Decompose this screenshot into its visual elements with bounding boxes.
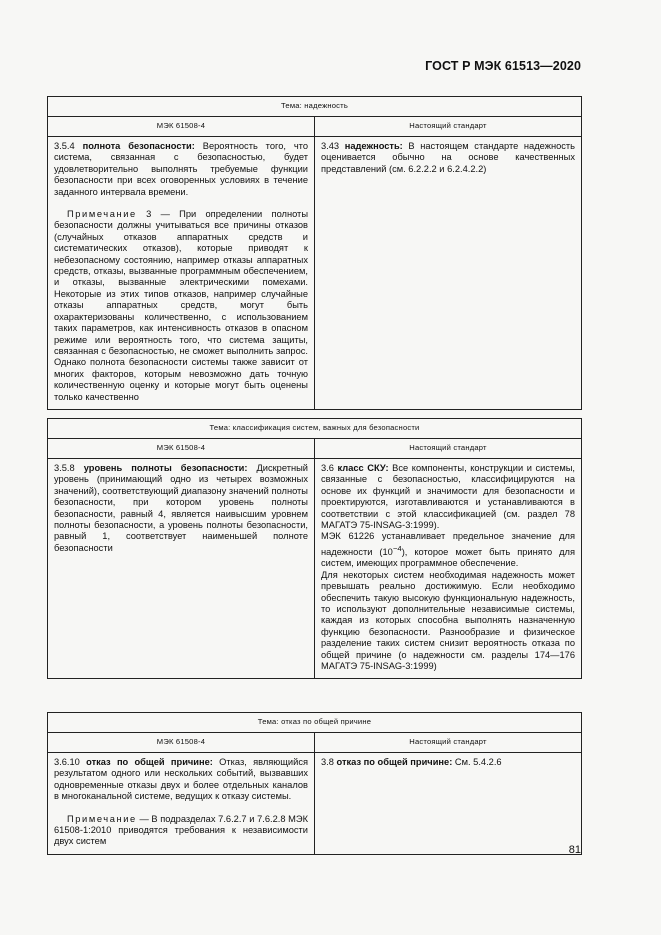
right-definition-cell [315,753,582,855]
right-definition [321,463,575,531]
term-name: уровень полноты безопасности: [83,463,248,473]
term-name: полнота безопасности: [82,141,195,151]
paragraph-text: МЭК 61226 устанавливает предельное значение для надежности (10 [321,531,575,557]
right-paragraph-limit [321,531,575,569]
left-definition [54,757,308,803]
comparison-table-reliability [47,96,582,410]
left-definition [54,463,308,554]
left-note [54,209,308,403]
left-definition-cell [48,137,315,410]
term-number: 3.5.8 [54,463,75,473]
note-label: Примечание [67,209,137,220]
note-text: 3 — При определении полноты безопасности должны учитываться все причины отказов (случайных отказов аппаратных средств и систематических отказов), которые приводят к небезопасному состоянию, например отказы аппаратных средств, отказы, вызванные программным обеспечением, и отказы, вызванные электрическими помехами. Некоторые из этих типов отказов, например случайные отказы аппаратных средств, могут быть охарактеризованы количественно, с использованием таких параметров, как интенсивность отказов в опасном режиме или вероятность того, что система защиты, связанная с безопасностью, не сможет выполнить запрос. Однако полнота безопасности системы также зависит от многих факторов, которым невозможно дать точную количественную оценку и которые могут быть оценены только качественно [54,209,308,402]
term-number: 3.8 [321,757,334,767]
right-definition-cell [315,137,582,410]
term-number: 3.43 [321,141,340,151]
table-topic: Тема: классификация систем, важных для безопасности [48,419,582,439]
left-definition-cell [48,459,315,679]
term-name: надежность: [344,141,403,151]
right-definition [321,141,575,175]
term-name: отказ по общей причине: [86,757,213,767]
term-definition: См. 5.4.2.6 [452,757,502,767]
table-topic: Тема: отказ по общей причине [48,713,582,733]
column-header-left: МЭК 61508-4 [48,117,315,137]
left-note [54,814,308,848]
right-definition-cell [315,459,582,679]
comparison-table-common-cause [47,712,582,855]
term-number: 3.6 [321,463,334,473]
term-definition: Дискретный уровень (принимающий одно из четырех возможных значений), соответствующий диапазону значений полноты безопасности, при котором уровень полноты безопасности, равный 4, является наивысшим уровнем полноты безопасности, а уровень полноты безопасности, равный 1, соответствует наименьшей полноте безопасности [54,463,308,553]
column-header-right: Настоящий стандарт [315,439,582,459]
right-definition [321,757,575,768]
term-definition: Вероятность того, что система, связанная с безопасностью, будет удовлетворительно выполнять требуемые функции безопасности при всех оговоренных условиях в течение заданного интервала времени. [54,141,308,197]
term-name: отказ по общей причине: [336,757,453,767]
right-paragraph-reliability: Для некоторых систем необходимая надежность может превышать реально достижимую. Если необходимо обеспечить такую высокую функциональную надежность, то используют дополнительные независимые системы, каждая из которых способна выполнять назначенную функцию безопасности. Разнообразие и физическое разделение таких систем снизит вероятность отказа по общей причине (о надежности см. разделы 174—176 МАГАТЭ 75-INSAG-3:1999) [321,569,575,671]
comparison-table-classification [47,418,582,679]
term-name: класс СКУ: [337,463,389,473]
term-number: 3.6.10 [54,757,80,767]
term-definition: В настоящем стандарте надежность оценивается обычно на основе качественных представлений (см. 6.2.2.2 и 6.2.4.2.2) [321,141,575,174]
column-header-left: МЭК 61508-4 [48,439,315,459]
page-number: 81 [568,844,581,856]
column-header-left: МЭК 61508-4 [48,733,315,753]
term-definition: Отказ, являющийся результатом одного или нескольких событий, вызвавших одновременные отказы двух и более отдельных каналов в многоканальной системе, ведущих к отказу системы. [54,757,308,802]
left-definition-cell [48,753,315,855]
column-header-right: Настоящий стандарт [315,733,582,753]
column-header-right: Настоящий стандарт [315,117,582,137]
table-topic: Тема: надежность [48,97,582,117]
document-header: ГОСТ Р МЭК 61513—2020 [425,59,581,73]
left-definition [54,141,308,198]
term-definition: Все компоненты, конструкции и системы, связанные с безопасностью, классифицируются на основе их функций и значимости для безопасности и проектируются, изготавливаются и устанавливаются в соответствии с этой классификацией (см. раздел 78 МАГАТЭ 75-INSAG-3:1999). [321,463,575,531]
note-text: — В подразделах 7.6.2.7 и 7.6.2.8 МЭК 61508-1:2010 приводятся требования к независимости двух систем [54,813,308,847]
note-label: Примечание [67,813,137,824]
paragraph-text: ), которое может быть принято для систем, имеющих программное обеспечение. [321,546,575,569]
exponent: −4 [392,543,402,553]
term-number: 3.5.4 [54,141,75,151]
